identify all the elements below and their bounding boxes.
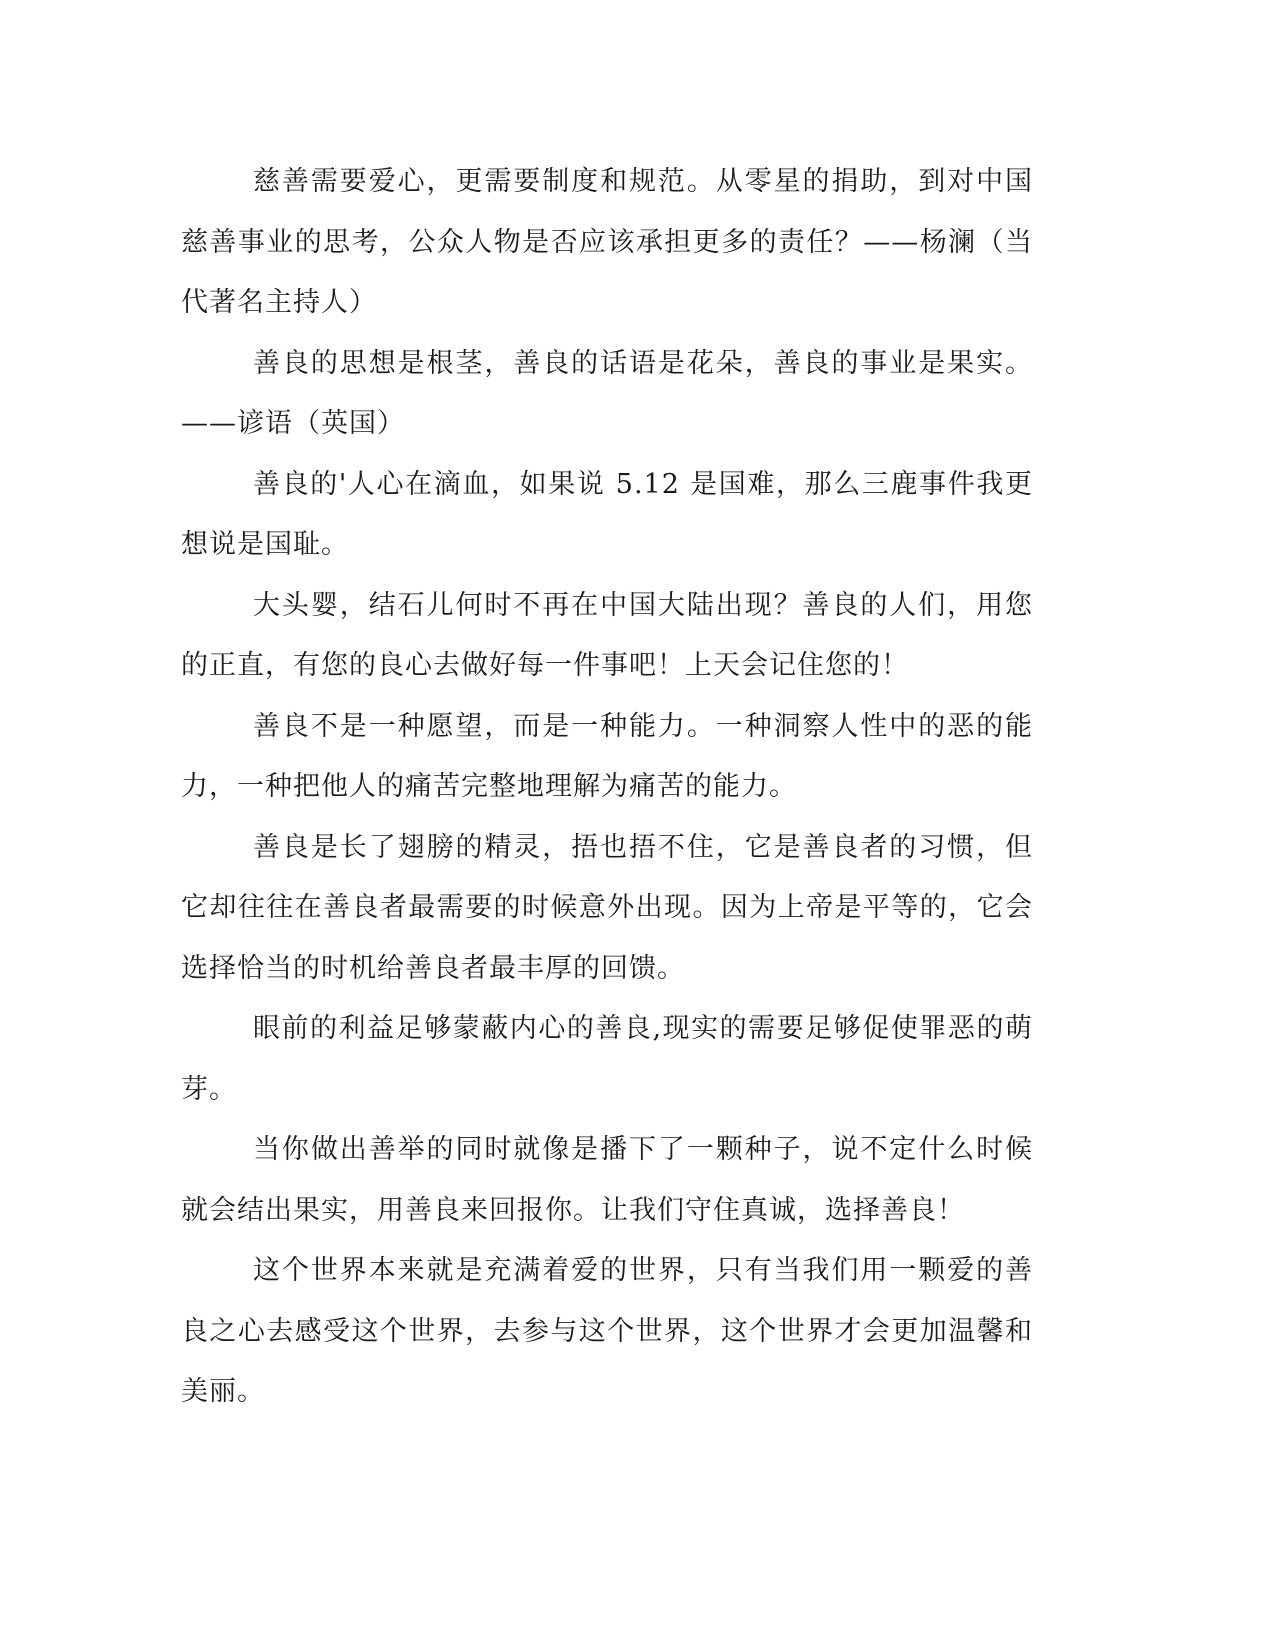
paragraph: 慈善需要爱心，更需要制度和规范。从零星的捐助，到对中国慈善事业的思考，公众人物是否应该承担更多的责任？——杨澜（当代著名主持人）	[181, 166, 1033, 318]
paragraph: 眼前的利益足够蒙蔽内心的善良,现实的需要足够促使罪恶的萌芽。	[181, 1013, 1033, 1105]
paragraph: 这个世界本来就是充满着爱的世界，只有当我们用一颗爱的善良之心去感受这个世界，去参与这个世界，这个世界才会更加温馨和美丽。	[181, 1255, 1033, 1407]
paragraph: 善良的'人心在滴血，如果说 5.12 是国难，那么三鹿事件我更想说是国耻。	[181, 468, 1033, 560]
paragraph: 善良是长了翅膀的精灵，捂也捂不住，它是善良者的习惯，但它却往往在善良者最需要的时候意外出现。因为上帝是平等的，它会选择恰当的时机给善良者最丰厚的回馈。	[181, 831, 1033, 984]
document-body	[181, 152, 1033, 1423]
paragraph: 善良不是一种愿望，而是一种能力。一种洞察人性中的恶的能力，一种把他人的痛苦完整地理解为痛苦的能力。	[181, 710, 1033, 802]
paragraph: 当你做出善举的同时就像是播下了一颗种子，说不定什么时候就会结出果实，用善良来回报你。让我们守住真诚，选择善良！	[181, 1134, 1033, 1226]
paragraph: 大头婴，结石儿何时不再在中国大陆出现？善良的人们，用您的正直，有您的良心去做好每一件事吧！上天会记住您的！	[181, 589, 1033, 681]
paragraph: 善良的思想是根茎，善良的话语是花朵，善良的事业是果实。——谚语（英国）	[181, 347, 1033, 439]
